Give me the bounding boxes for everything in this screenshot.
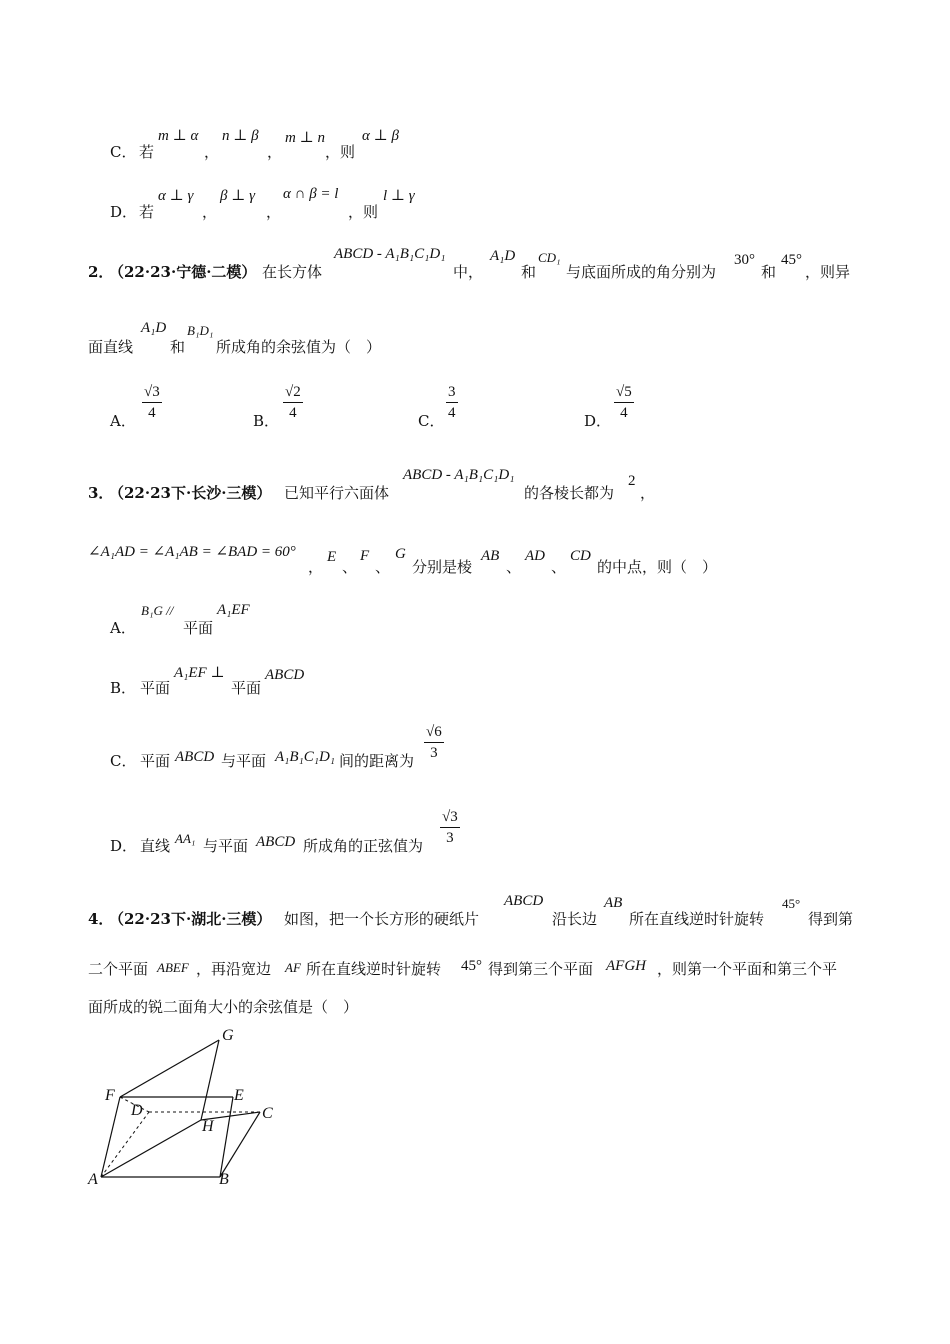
- plane-text: 平面: [140, 752, 171, 770]
- math-edge: AD: [525, 548, 545, 564]
- math-segment: A₁D: [141, 320, 167, 336]
- edge-FG: [120, 1040, 219, 1097]
- option-label: A．: [110, 619, 136, 637]
- then-text: ，则: [348, 203, 379, 221]
- edge-AF: [101, 1097, 120, 1177]
- math-number: 2: [628, 473, 636, 489]
- math-expr: A₁EF ⊥: [174, 665, 225, 681]
- question-source: （22·23下·长沙·三模）: [109, 484, 272, 502]
- line-text: 直线: [140, 837, 171, 855]
- label-B: B: [219, 1171, 229, 1188]
- math-segment: CD₁: [538, 250, 561, 265]
- numerator: √5: [614, 382, 634, 403]
- stem-text: 面所成的锐二面角大小的余弦值是（ ）: [88, 998, 359, 1016]
- numerator: √3: [440, 807, 460, 828]
- label-D: D: [131, 1102, 143, 1119]
- stem-text: 已知平行六面体: [284, 484, 390, 502]
- comma: ，: [308, 558, 324, 576]
- math-edge: CD: [570, 548, 591, 564]
- numerator: √6: [424, 722, 444, 743]
- edge-BC: [220, 1112, 260, 1177]
- stem-text: ，: [640, 484, 656, 502]
- denominator: 4: [620, 405, 628, 421]
- label-H: H: [202, 1118, 214, 1135]
- math-angle: 30°: [734, 252, 755, 268]
- label-C: C: [262, 1105, 273, 1122]
- comma: ，: [202, 203, 218, 221]
- edge-EB: [220, 1097, 233, 1177]
- plane-text: 与平面: [221, 752, 267, 770]
- option-label: D．: [110, 837, 138, 855]
- math-edge: AB: [604, 895, 623, 911]
- math-point: G: [395, 546, 406, 562]
- math-alpha-perp-gamma: α ⊥ γ: [158, 188, 194, 204]
- math-alpha-perp-beta: α ⊥ β: [362, 128, 399, 144]
- label-F: F: [105, 1087, 115, 1104]
- math-angles: ∠A₁AD = ∠A₁AB = ∠BAD = 60°: [88, 544, 296, 560]
- separator: 、: [342, 558, 358, 576]
- math-plane: AFGH: [606, 958, 646, 974]
- question-source: （22·23·宁德·二模）: [109, 263, 257, 281]
- edge-GH: [201, 1040, 219, 1120]
- numerator: √2: [283, 382, 303, 403]
- denominator: 4: [148, 405, 156, 421]
- question-number: 3．: [88, 484, 114, 502]
- stem-text: ，则第一个平面和第三个平: [657, 960, 838, 978]
- stem-text: 二个平面: [88, 960, 149, 978]
- option-label: C．: [418, 412, 445, 430]
- stem-text: 和: [170, 338, 186, 356]
- edge-AH: [101, 1120, 201, 1177]
- stem-text: 和: [521, 263, 537, 281]
- math-solid: ABCD - A₁B₁C₁D₁: [334, 246, 446, 262]
- stem-text: 和: [761, 263, 777, 281]
- separator: 、: [551, 558, 567, 576]
- stem-text: 所在直线逆时针旋转: [629, 910, 765, 928]
- stem-text: 面直线: [88, 338, 134, 356]
- math-angle: 45°: [461, 958, 482, 974]
- stem-text: 得到第三个平面: [488, 960, 594, 978]
- option-label: C．: [110, 752, 137, 770]
- label-E: E: [234, 1087, 244, 1104]
- stem-text: 所成角的正弦值为: [303, 837, 424, 855]
- math-l-perp-gamma: l ⊥ γ: [383, 188, 415, 204]
- math-beta-perp-gamma: β ⊥ γ: [220, 188, 255, 204]
- denominator: 4: [289, 405, 297, 421]
- stem-text: 所成角的余弦值为（ ）: [216, 338, 382, 356]
- math-point: F: [360, 548, 370, 564]
- math-intersection: α ∩ β = l: [283, 186, 339, 202]
- stem-text: ，再沿宽边: [196, 960, 272, 978]
- option-label: A．: [110, 412, 136, 430]
- fraction: [424, 722, 444, 763]
- math-plane: ABCD: [504, 893, 544, 909]
- stem-text: 的中点，则（ ）: [597, 558, 718, 576]
- then-text: ，则: [325, 143, 356, 161]
- plane-text: 平面: [140, 679, 171, 697]
- plane-text: 平面: [183, 619, 214, 637]
- question-number: 4．: [88, 910, 114, 928]
- stem-text: 如图，把一个长方形的硬纸片: [284, 910, 480, 928]
- stem-text: 在长方体: [262, 263, 323, 281]
- stem-text: 的各棱长都为: [524, 484, 615, 502]
- option-label: B．: [110, 679, 137, 697]
- math-angle: 45°: [782, 896, 801, 911]
- math-edge: AB: [481, 548, 500, 564]
- stem-text: 所在直线逆时针旋转: [306, 960, 442, 978]
- numerator: 3: [446, 382, 458, 403]
- math-plane: ABCD: [256, 834, 296, 850]
- question-number: 2．: [88, 263, 114, 281]
- stem-text: 沿长边: [552, 910, 598, 928]
- math-segment: B₁D₁: [187, 323, 214, 338]
- math-plane: ABCD: [175, 749, 215, 765]
- math-m-perp-n: m ⊥ n: [285, 130, 325, 146]
- math-n-perp-beta: n ⊥ β: [222, 128, 259, 144]
- stem-text: 得到第: [808, 910, 854, 928]
- stem-text: 与底面所成的角分别为: [566, 263, 717, 281]
- stem-text: 分别是棱: [412, 558, 473, 576]
- comma: ，: [204, 143, 220, 161]
- if-text: 若: [139, 203, 155, 221]
- question-source: （22·23下·湖北·三模）: [109, 910, 272, 928]
- comma: ，: [266, 203, 282, 221]
- fraction: [283, 382, 303, 423]
- if-text: 若: [139, 143, 155, 161]
- denominator: 3: [446, 830, 454, 846]
- math-point: E: [327, 549, 337, 565]
- plane-text: 与平面: [203, 837, 249, 855]
- option-label: C．: [110, 143, 137, 161]
- comma: ，: [267, 143, 283, 161]
- math-segment: A₁D: [490, 248, 516, 264]
- plane-text: 平面: [231, 679, 262, 697]
- math-plane: ABEF: [157, 960, 189, 975]
- numerator: √3: [142, 382, 162, 403]
- math-angle: 45°: [781, 252, 802, 268]
- math-expr: B₁G //: [141, 603, 174, 618]
- separator: 、: [375, 558, 391, 576]
- fraction: [614, 382, 634, 423]
- denominator: 3: [430, 745, 438, 761]
- math-edge: AF: [285, 960, 301, 975]
- math-solid: ABCD - A₁B₁C₁D₁: [403, 467, 515, 483]
- rotated-planes-figure: [80, 1020, 300, 1195]
- math-m-perp-alpha: m ⊥ α: [158, 128, 199, 144]
- label-G: G: [222, 1027, 234, 1044]
- option-label: D．: [584, 412, 612, 430]
- label-A: A: [88, 1171, 98, 1188]
- option-label: D．: [110, 203, 138, 221]
- stem-text: 间的距离为: [339, 752, 415, 770]
- math-plane: ABCD: [265, 667, 305, 683]
- stem-text: 中，: [453, 263, 484, 281]
- math-plane: A₁EF: [217, 602, 250, 618]
- separator: 、: [506, 558, 522, 576]
- fraction: [446, 382, 458, 423]
- fraction: [142, 382, 162, 423]
- option-label: B．: [253, 412, 280, 430]
- denominator: 4: [448, 405, 456, 421]
- math-plane: A₁B₁C₁D₁: [275, 749, 336, 765]
- math-line: AA₁: [175, 831, 196, 846]
- fraction: [440, 807, 460, 848]
- stem-text: ，则异: [805, 263, 851, 281]
